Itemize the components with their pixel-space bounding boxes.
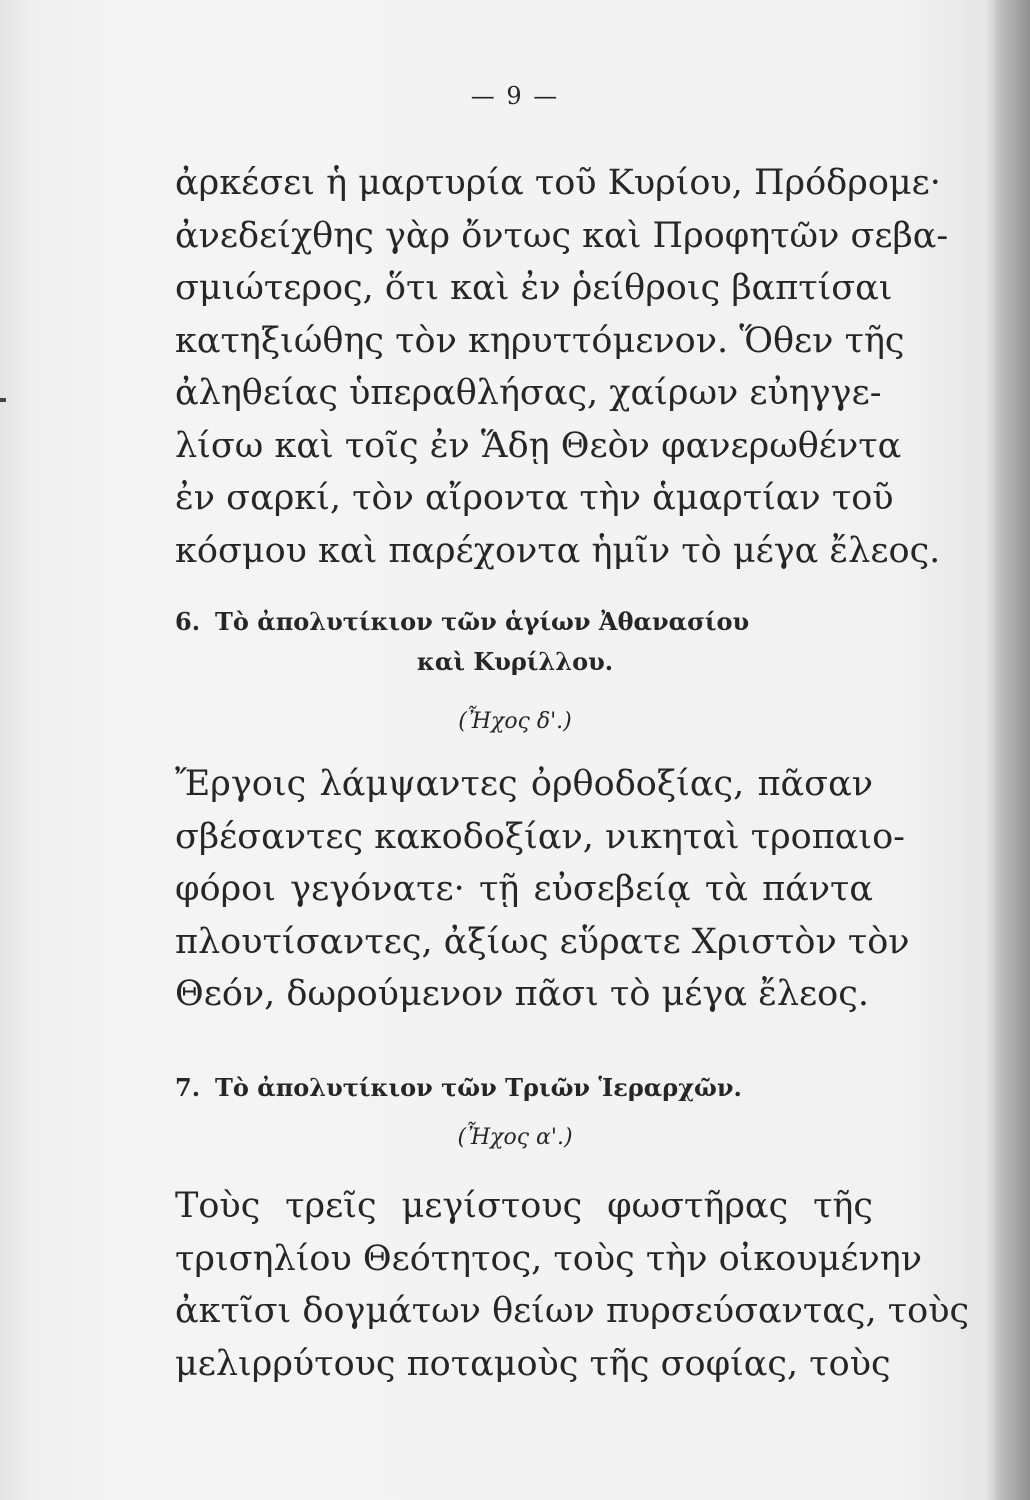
section-7-paragraph bbox=[175, 1180, 970, 1390]
text-line: ἀληθείας ὑπεραθλήσας, χαίρων εὐηγγε- bbox=[175, 373, 882, 413]
text-line: τρισηλίου Θεότητος, τοὺς τὴν οἰκουμένην bbox=[175, 1238, 923, 1279]
page-edge-shadow bbox=[992, 0, 1030, 1500]
text-line: μελιρρύτους ποταμοὺς τῆς σοφίας, τοὺς bbox=[175, 1343, 891, 1384]
section-6-heading bbox=[175, 602, 875, 642]
section-number: 7. bbox=[175, 1073, 201, 1102]
text-line: λίσω καὶ τοῖς ἐν Ἅδῃ Θεὸν φανερωθέντα bbox=[175, 425, 902, 466]
section-7-tone: (Ἦχος α'.) bbox=[457, 1125, 573, 1150]
text-line: Ἔργοις λάμψαντες ὀρθοδοξίας, πᾶσαν bbox=[175, 764, 873, 804]
text-line: κατηξιώθης τὸν κηρυττόμενον. Ὅθεν τῆς bbox=[175, 320, 905, 361]
text-line: κόσμου καὶ παρέχοντα ἡμῖν τὸ μέγα ἔλεος. bbox=[175, 530, 941, 571]
section-6-heading-continued: καὶ Κυρίλλου. bbox=[416, 647, 614, 676]
text-line: ἀκτῖσι δογμάτων θείων πυρσεύσαντας, τοὺς bbox=[175, 1291, 970, 1331]
text-line: ἐν σαρκί, τὸν αἴροντα τὴν ἁμαρτίαν τοῦ bbox=[175, 478, 894, 518]
section-6-paragraph bbox=[175, 758, 910, 1021]
section-title: Τὸ ἀπολυτίκιον τῶν ἁγίων Ἀθανασίου bbox=[215, 607, 750, 636]
section-number: 6. bbox=[175, 607, 201, 636]
margin-mark bbox=[0, 398, 6, 402]
text-line: σμιώτερος, ὅτι καὶ ἐν ῥείθροις βαπτίσαι bbox=[175, 268, 893, 308]
section-title: Τὸ ἀπολυτίκιον τῶν Τριῶν Ἱεραρχῶν. bbox=[215, 1073, 742, 1102]
section-6-tone: (Ἦχος δ'.) bbox=[458, 709, 572, 734]
section-5-paragraph bbox=[175, 157, 949, 577]
text-line: φόροι γεγόνατε· τῇ εὐσεβείᾳ τὰ πάντα bbox=[175, 869, 873, 909]
text-line: πλουτίσαντες, ἀξίως εὕρατε Χριστὸν τὸν bbox=[175, 921, 910, 962]
section-7-heading bbox=[175, 1068, 875, 1108]
text-line: ἀνεδείχθης γὰρ ὄντως καὶ Προφητῶν σεβα- bbox=[175, 215, 949, 256]
text-line: Τοὺς τρεῖς μεγίστους φωστῆρας τῆς bbox=[175, 1186, 873, 1226]
text-line: σβέσαντες κακοδοξίαν, νικηταὶ τροπαιο- bbox=[175, 816, 906, 857]
page-number: — 9 — bbox=[470, 82, 560, 110]
text-line: Θεόν, δωρούμενον πᾶσι τὸ μέγα ἔλεος. bbox=[175, 974, 869, 1014]
text-line: ἀρκέσει ἡ μαρτυρία τοῦ Κυρίου, Πρόδρομε· bbox=[175, 163, 941, 203]
